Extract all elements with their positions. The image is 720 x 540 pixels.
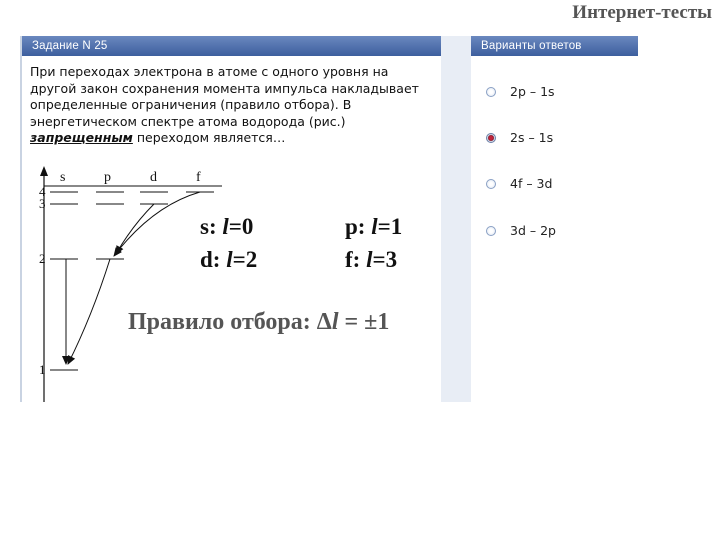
answers-panel: [471, 36, 638, 402]
answer-option-1[interactable]: [486, 84, 555, 99]
radio-icon[interactable]: [486, 87, 496, 97]
task-header: Задание N 25: [22, 36, 443, 56]
question-text-after: переходом является…: [132, 130, 286, 145]
level-number: 1: [39, 362, 46, 377]
selection-rule: Правило отбора: Δl = ±1: [128, 309, 390, 335]
answer-option-3[interactable]: [486, 176, 552, 191]
d-quantum-number: d: l=2: [200, 247, 258, 272]
sublevel-label: d: [150, 170, 157, 185]
level-number: 3: [39, 196, 46, 211]
answer-label: 4f – 3d: [510, 176, 553, 191]
energy-level-diagram: [22, 166, 443, 402]
answers-header: Варианты ответов: [471, 36, 638, 56]
answer-label: 2p – 1s: [510, 84, 555, 99]
f-quantum-number: f: l=3: [345, 247, 398, 272]
radio-icon[interactable]: [486, 179, 496, 189]
question-emphasis: запрещенным: [30, 130, 133, 145]
transition-arrow: [68, 259, 110, 364]
panel-divider: [441, 36, 471, 402]
question-text-before: При переходах электрона в атоме с одного уровня на другой закон сохранения момента импульса накладывает определенные ограничения (правило отбора). В энергетическом спектре атома водорода (рис.): [30, 64, 419, 129]
answer-label: 2s – 1s: [510, 130, 554, 145]
radio-checked-icon[interactable]: [486, 133, 496, 143]
radio-icon[interactable]: [486, 226, 496, 236]
answer-label: 3d – 2p: [510, 223, 556, 238]
level-number: 2: [39, 251, 46, 266]
sublevel-label: p: [104, 170, 111, 185]
answer-option-4[interactable]: [486, 223, 556, 238]
p-quantum-number: p: l=1: [345, 214, 403, 239]
sublevel-label: s: [60, 170, 66, 185]
site-title: Интернет-тесты: [572, 2, 712, 23]
s-quantum-number: s: l=0: [200, 214, 254, 239]
level-number: 4: [39, 184, 46, 199]
question-text: [30, 64, 430, 147]
axis-arrow: [40, 166, 48, 176]
transition-arrow: [114, 192, 200, 256]
sublevel-label: f: [196, 170, 201, 185]
answer-option-2[interactable]: [486, 130, 553, 145]
